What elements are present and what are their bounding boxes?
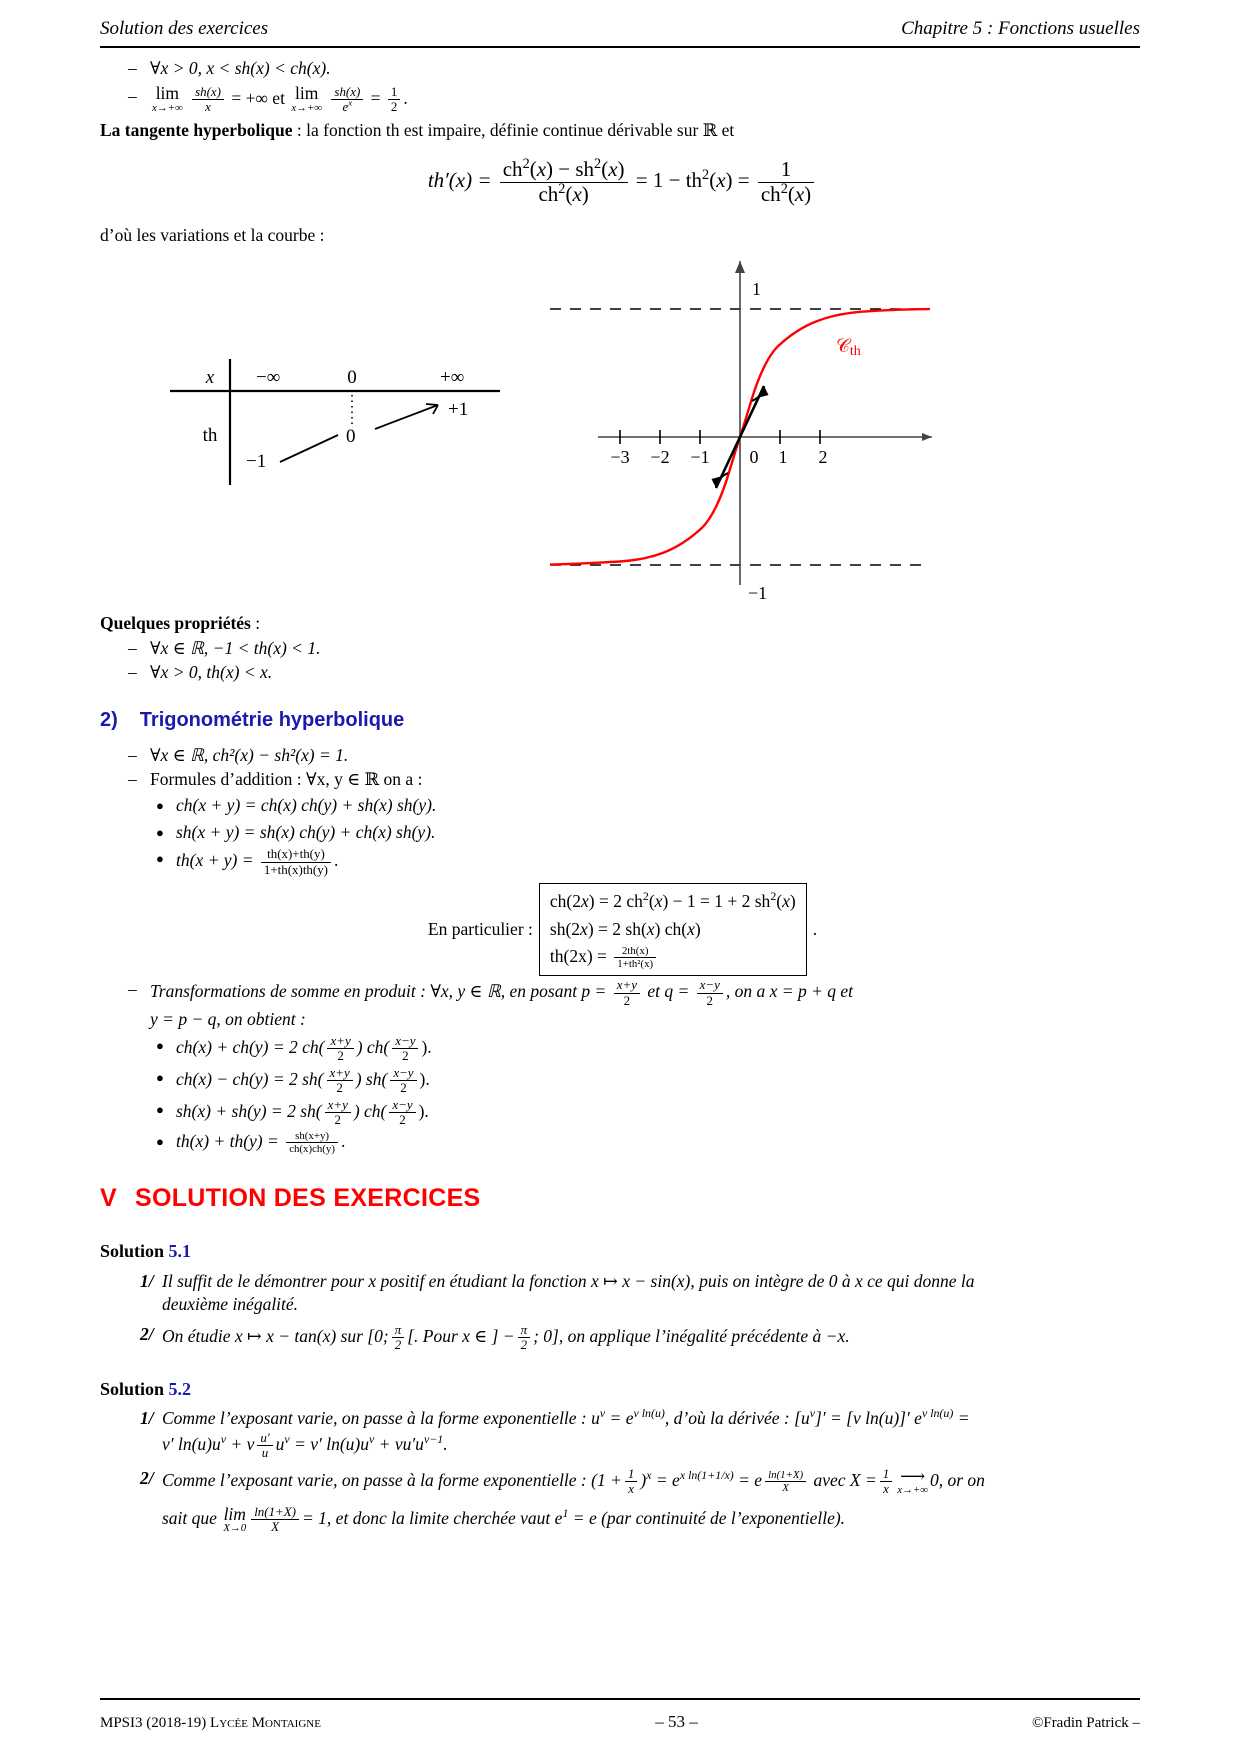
exponent: v: [284, 1431, 290, 1446]
dash-marker: –: [128, 769, 137, 790]
formula-ch-minus-ch: [176, 1066, 1145, 1096]
proprietes-title-bold: Quelques propriétés: [100, 612, 251, 633]
fraction-denominator: 1+th(x)th(y): [263, 861, 328, 877]
fraction-denominator: u: [261, 1445, 269, 1461]
y-tick-labels: [748, 279, 767, 603]
fraction-denominator: 2: [337, 1048, 344, 1064]
paragraph-segment: = v′ ln(u)u: [289, 1433, 369, 1454]
paragraph-segment: = e: [651, 1469, 680, 1490]
fraction-denominator: [331, 97, 363, 115]
solution-label: Solution: [100, 1378, 165, 1399]
paragraph-tag: 2/: [140, 1467, 154, 1488]
exponent: v−1: [423, 1431, 444, 1446]
variation-x-zero: 0: [347, 366, 357, 388]
x-tick-labels: [610, 447, 827, 467]
dash-marker: –: [128, 662, 137, 683]
fraction-denominator: x: [628, 1481, 635, 1497]
fraction-denominator: 2: [336, 1080, 343, 1096]
fraction-one-half: [388, 85, 400, 115]
limit-word: lim: [223, 1503, 246, 1524]
paragraph-segment: = e: [605, 1408, 634, 1429]
limit-operator: [223, 1503, 247, 1535]
x-axis-arrow: [922, 433, 932, 441]
paren-close: ): [640, 1469, 647, 1490]
fraction-denominator: 2: [394, 1337, 402, 1353]
fraction-one-over-x: [625, 1467, 637, 1497]
fraction-sh-over-x: [192, 85, 224, 115]
proprietes-title: [100, 612, 1145, 636]
variation-value-bottom-left: −1: [246, 450, 267, 472]
paragraph-segment: ]′ = [v ln(u)]′ e: [814, 1408, 922, 1429]
solution-heading-5-1: [100, 1239, 1145, 1263]
list-item: [156, 1130, 1145, 1156]
paragraph-tag: 2/: [140, 1323, 154, 1344]
section-title: Trigonométrie hyperbolique: [139, 708, 405, 731]
solution-number: 5.2: [168, 1378, 192, 1399]
list-item: [128, 978, 1145, 1032]
tangente-label: La tangente hyperbolique: [100, 119, 293, 140]
fraction-half-sum: [327, 1034, 353, 1064]
proprietes-list: [128, 637, 1145, 685]
variation-value-middle: 0: [346, 425, 356, 447]
y-axis-arrow: [735, 261, 745, 273]
list-item: [128, 768, 1145, 792]
fraction-denominator: 2: [390, 99, 398, 115]
exponent-part: ): [729, 1467, 734, 1482]
limit-operator-2: [291, 85, 322, 113]
solution-5-1-body: [140, 1270, 1145, 1353]
exp-exponent: x: [348, 97, 353, 108]
boxed-double-angle-formulas: [539, 883, 807, 976]
fraction-numerator: x+y: [325, 1098, 351, 1114]
x-tick-label: 2: [818, 446, 828, 467]
y-tick-label-one: 1: [752, 278, 761, 299]
limit-operator-1: [152, 85, 183, 113]
dou-line: d’où les variations et la courbe :: [100, 225, 325, 246]
inequality-sh-ch: ∀x > 0, x < sh(x) < ch(x).: [150, 58, 331, 78]
paragraph-segment: v′ ln(u)u: [162, 1433, 221, 1454]
period: .: [333, 850, 339, 871]
list-item: [128, 85, 1145, 115]
section-heading-trigonometrie: [100, 707, 1145, 734]
formula-end: ).: [421, 1036, 432, 1057]
list-item: [156, 821, 1145, 846]
derivative-equation: [100, 158, 1145, 206]
fraction-denominator: $ch^2(x)$: [760, 180, 812, 206]
variation-f-label: th: [202, 424, 218, 446]
formula-end: ).: [419, 1068, 430, 1089]
equals-sign: =: [370, 87, 381, 108]
fraction-numerator: ln(1+X): [251, 1505, 299, 1521]
limit-word: lim: [295, 83, 319, 104]
fraction-numerator: sh(x): [331, 85, 363, 101]
fraction-th-sum: [261, 847, 331, 877]
footer-copyright: ©Fradin Patrick –: [1031, 1715, 1140, 1732]
fraction-denominator: x: [883, 1481, 889, 1497]
fraction-numerator: π: [392, 1323, 404, 1339]
formula-ch-plus-ch: [176, 1034, 1145, 1064]
dash-marker: –: [128, 979, 137, 1000]
paragraph-segment: , d’où la dérivée : [u: [664, 1408, 810, 1429]
limit-subscript: x→+∞: [291, 101, 323, 114]
formula-ch-sum: ch(x + y) = ch(x) ch(y) + sh(x) sh(y).: [176, 795, 437, 816]
solution-paragraph: [140, 1407, 1145, 1461]
fraction-numerator: x−y: [389, 1098, 415, 1114]
fraction-numerator: u′: [257, 1431, 272, 1447]
fraction-denominator: X: [782, 1482, 789, 1495]
dash-marker: –: [128, 637, 137, 658]
fraction-denominator: $ch^2(x)$: [538, 180, 589, 206]
dash-marker: –: [128, 58, 137, 78]
bullet-marker: ●: [156, 1101, 164, 1117]
fraction-denominator: 2: [402, 1048, 409, 1064]
arrow-limit: [897, 1465, 928, 1497]
derivative-lhs: th′(x) =: [427, 168, 492, 193]
exponent: 1: [562, 1505, 569, 1520]
footer-school: Lycée Montaigne: [210, 1715, 321, 1732]
fraction-numerator: x+y: [614, 978, 640, 994]
propriete-bounds: ∀x ∈ ℝ, −1 < th(x) < 1.: [150, 637, 321, 658]
solution-paragraph: [140, 1467, 1145, 1535]
exponent: v: [369, 1431, 375, 1446]
paragraph-segment: avec X =: [813, 1469, 877, 1490]
running-head-left: Solution des exercices: [100, 18, 269, 39]
fraction-numerator: x−y: [390, 1066, 416, 1082]
limit-word: lim: [155, 83, 180, 104]
solution-paragraph: [140, 1323, 1145, 1353]
bullet-marker: ●: [156, 1037, 164, 1053]
formula-end: ).: [418, 1100, 429, 1121]
paragraph-segment: = e: [733, 1469, 763, 1490]
x-tick-label: −1: [690, 446, 710, 467]
dash-marker: –: [128, 744, 137, 765]
tanh-graph: [540, 247, 940, 603]
solution-number: 5.1: [168, 1241, 192, 1262]
en-particulier-label: En particulier :: [427, 919, 533, 940]
header-rule: [100, 46, 1140, 48]
paragraph-segment: + v: [226, 1433, 255, 1454]
fraction-denominator: 2: [706, 992, 714, 1008]
paragraph-line-2: [162, 1431, 1145, 1461]
exponent: v ln(u): [921, 1406, 954, 1421]
formula-ch-2x: ch(2x) = 2 $ch^2(x) - 1 = 1 + 2$ $sh^2(x)$: [549, 889, 796, 912]
x-tick-label: 0: [749, 446, 759, 467]
fraction-half-diff: [392, 1034, 418, 1064]
fraction-numerator: th(x)+th(y): [261, 847, 331, 863]
tanh-graph-svg: [540, 247, 940, 603]
figure-row: [100, 252, 1145, 612]
exponent: x: [646, 1467, 652, 1482]
transformations-text: [150, 978, 1145, 1032]
paragraph-tag: 1/: [140, 1408, 154, 1429]
fraction-numerator: π: [518, 1323, 530, 1339]
paragraph-line-1: Il suffit de le démontrer pour x positif en étudiant la fonction x ↦ x − sin(x), puis on intègre de 0 à x ce qui donne la: [162, 1270, 975, 1291]
bullet-marker: ●: [156, 798, 164, 814]
variation-table: [170, 357, 500, 494]
exponent: [680, 1468, 734, 1482]
formula-th-sum-lhs: th(x + y) =: [176, 850, 254, 871]
formula-th-2x-lhs: th(2x) =: [549, 945, 607, 966]
transfo-intro: Transformations de somme en produit : ∀x, y ∈ ℝ, en posant p =: [150, 981, 607, 1002]
identity-ch2-sh2: ∀x ∈ ℝ, ch²(x) − sh²(x) = 1.: [150, 744, 349, 765]
fraction-ln-over-X-2: [251, 1505, 299, 1535]
en-particulier-row: [100, 883, 1145, 976]
y-tick-label-minus-one: −1: [748, 582, 768, 603]
transformations-block: [128, 978, 1145, 1155]
paragraph-segment: = 1, et donc la limite cherchée vaut e: [302, 1507, 563, 1528]
fraction-numerator: x−y: [697, 978, 723, 994]
top-list: [128, 57, 1145, 115]
exponent: v: [809, 1406, 815, 1421]
section-title: SOLUTION DES EXERCICES: [134, 1183, 481, 1212]
fraction-numerator: x+y: [327, 1034, 353, 1050]
fraction-pi-over-2-neg: [518, 1323, 530, 1353]
formula-th-2x: [550, 943, 796, 971]
period: .: [340, 1130, 346, 1151]
solution-5-2-body: [140, 1407, 1145, 1535]
fraction-numerator: 2th(x): [614, 945, 656, 958]
limit-equals-infinity: = +∞ et: [231, 87, 285, 108]
variation-value-top-right: +1: [448, 398, 469, 420]
paragraph-segment: 0, or on: [929, 1469, 985, 1490]
bullet-marker: ●: [156, 1069, 164, 1085]
bullet-marker: ●: [156, 851, 164, 867]
limits-line: [150, 85, 1145, 115]
paragraph-segment: Comme l’exposant varie, on passe à la forme exponentielle : u: [162, 1408, 600, 1429]
bullet-marker: ●: [156, 1133, 164, 1149]
formula-middle: ) ch(: [356, 1036, 390, 1057]
trigonometrie-list: [128, 744, 1145, 878]
fraction-one-over-x-2: [880, 1467, 892, 1497]
formula-lhs: ch(x) + ch(y) = 2 ch(: [176, 1036, 325, 1057]
exponent: v ln(u): [633, 1406, 665, 1421]
formula-sh-2x: sh(2x) = 2 sh(x) ch(x): [549, 918, 701, 939]
formula-sh-sum: sh(x + y) = sh(x) ch(y) + ch(x) sh(y).: [176, 821, 436, 842]
period: .: [403, 87, 408, 108]
x-tick-label: 1: [778, 446, 788, 467]
fraction-numerator: 1: [758, 158, 814, 183]
long-arrow: ⟶: [900, 1465, 926, 1486]
proprietes-block: [100, 612, 1145, 685]
list-item: [128, 637, 1145, 661]
fraction-half-sum: [325, 1098, 351, 1128]
fraction-numerator: 1: [880, 1467, 892, 1483]
fraction-sh-over-chch: [286, 1130, 338, 1155]
exponent-fraction: 1/x: [715, 1467, 730, 1482]
variation-table-svg: [170, 357, 500, 487]
arrow-subscript: x→+∞: [897, 1484, 928, 1497]
list-item: [128, 57, 1145, 81]
paren-open: (1 +: [591, 1469, 622, 1490]
fraction-denominator: 2: [399, 1112, 406, 1128]
list-item: [128, 661, 1145, 685]
paragraph-text: [162, 1323, 1145, 1353]
fraction-uprime-over-u: [257, 1431, 272, 1461]
exponent: v: [599, 1406, 606, 1421]
variation-x-minus-infinity: −∞: [256, 366, 281, 388]
section-number: 2): [100, 708, 118, 731]
list-item: [128, 744, 1145, 768]
list-item: [156, 1066, 1145, 1096]
paragraph-segment: = e (par continuité de l’exponentielle).: [568, 1507, 846, 1528]
x-tick-label: −2: [650, 446, 670, 467]
running-head-right: Chapitre 5 : Fonctions usuelles: [901, 18, 1140, 39]
list-item: [156, 1034, 1145, 1064]
list-item: [156, 847, 1145, 877]
fraction-one-over-ch2: [758, 158, 814, 206]
fraction-denominator: 2: [334, 1112, 341, 1128]
dash-marker: –: [128, 85, 137, 106]
paragraph-segment: .: [443, 1433, 448, 1454]
fraction-numerator: ln(1+X): [765, 1469, 806, 1482]
paragraph-text: [162, 1407, 1145, 1461]
fraction-denominator: 2: [623, 992, 631, 1008]
fraction-derivative: [500, 158, 628, 206]
formules-addition-intro: Formules d’addition : ∀x, y ∈ ℝ on a :: [150, 769, 423, 790]
formula-middle: ) sh(: [355, 1068, 388, 1089]
transfo-middle: et q =: [647, 981, 690, 1002]
limit-subscript: x→+∞: [152, 101, 183, 114]
fraction-half-diff: [389, 1098, 415, 1128]
paragraph-segment: Comme l’exposant varie, on passe à la forme exponentielle :: [162, 1469, 587, 1490]
list-item: [156, 1098, 1145, 1128]
fraction-numerator: 1: [625, 1467, 637, 1483]
fraction-denominator: x: [205, 99, 211, 115]
fraction-denominator: 1+th²(x): [617, 958, 654, 971]
footer-course: MPSI3: [100, 1715, 143, 1732]
fraction-th-2x: [614, 945, 656, 970]
fraction-denominator: 2: [400, 1080, 407, 1096]
paragraph-tag: 1/: [140, 1270, 154, 1291]
formula-th-sum: [176, 847, 1145, 877]
fraction-denominator: X: [271, 1519, 280, 1535]
derivative-middle: = $1 - th^2(x)$ =: [635, 167, 750, 193]
limit-subscript: X→0: [223, 1522, 247, 1535]
fraction-half-sum: [327, 1066, 353, 1096]
tangente-hyperbolique-paragraph: [100, 119, 1145, 143]
list-item: [156, 794, 1145, 819]
proprietes-title-colon: :: [250, 612, 261, 633]
formula-th-plus-th: [176, 1130, 1145, 1156]
fraction-numerator: sh(x+y): [286, 1130, 338, 1143]
fraction-numerator: x+y: [327, 1066, 353, 1082]
variation-x-label: x: [205, 366, 215, 388]
fraction-half-diff: [390, 1066, 416, 1096]
section-heading-solutions: [100, 1182, 1145, 1216]
paragraph-segment: [. Pour x ∈ ] −: [407, 1325, 515, 1346]
box-trailing-period: .: [812, 919, 818, 940]
fraction-q: [697, 978, 723, 1008]
fraction-denominator: 2: [520, 1337, 528, 1353]
solution-label: Solution: [100, 1241, 165, 1262]
bullet-marker: ●: [156, 824, 164, 840]
paragraph-segment: sait que: [162, 1507, 217, 1528]
tangente-text: : la fonction th est impaire, définie continue dérivable sur ℝ et: [292, 119, 735, 140]
paragraph-line-2: [162, 1505, 1145, 1535]
exp-base: e: [342, 99, 349, 115]
paragraph-segment: u: [275, 1433, 285, 1454]
exponent: v: [220, 1431, 227, 1446]
fraction-ln-over-X: [765, 1469, 806, 1494]
paragraph-line-2: deuxième inégalité.: [162, 1294, 299, 1315]
fraction-numerator: 1: [388, 85, 400, 101]
fraction-pi-over-2: [392, 1323, 404, 1353]
footer-year: (2018-19): [142, 1715, 211, 1732]
fraction-numerator: sh(x): [192, 85, 224, 101]
variation-x-plus-infinity: +∞: [440, 366, 465, 388]
solution-heading-5-2: [100, 1377, 1145, 1401]
transfo-post: , on a x = p + q et: [725, 981, 854, 1002]
transfo-line2: y = p − q, on obtient :: [150, 1009, 306, 1030]
formula-lhs: th(x) + th(y) =: [176, 1130, 279, 1151]
paragraph-text: [162, 1467, 1145, 1535]
curve-label: 𝒞th: [836, 335, 861, 359]
solution-paragraph: [140, 1270, 1145, 1317]
formula-lhs: ch(x) − ch(y) = 2 sh(: [176, 1068, 324, 1089]
formula-middle: ) ch(: [353, 1100, 387, 1121]
page-body: [100, 56, 1145, 1535]
page-number: – 53 –: [655, 1712, 698, 1732]
paragraph-segment: On étudie x ↦ x − tan(x) sur [0;: [162, 1325, 389, 1346]
formula-lhs: sh(x) + sh(y) = 2 sh(: [176, 1100, 322, 1121]
paragraph-segment: + vu′u: [374, 1433, 424, 1454]
x-tick-label: −3: [610, 446, 630, 467]
formula-sh-plus-sh: [176, 1098, 1145, 1128]
paragraph-text: [162, 1270, 1145, 1317]
propriete-th-less-x: ∀x > 0, th(x) < x.: [150, 662, 273, 683]
footer-left: [100, 1713, 321, 1733]
page-footer: [100, 1711, 1140, 1734]
footer-rule: [100, 1698, 1140, 1700]
paragraph-segment: ; 0], on applique l’inégalité précédente à −x.: [533, 1325, 850, 1346]
fraction-p: [614, 978, 640, 1008]
section-number: V: [100, 1183, 117, 1212]
fraction-numerator: $ch^2(x) - sh^2(x)$: [500, 158, 628, 183]
fraction-numerator: x−y: [392, 1034, 418, 1050]
fraction-denominator: ch(x)ch(y): [289, 1143, 335, 1156]
exponent-part: x ln(1+: [679, 1467, 716, 1482]
fraction-sh-over-exp: [331, 85, 363, 115]
paragraph-segment: =: [953, 1408, 970, 1429]
running-head: [100, 16, 1140, 42]
